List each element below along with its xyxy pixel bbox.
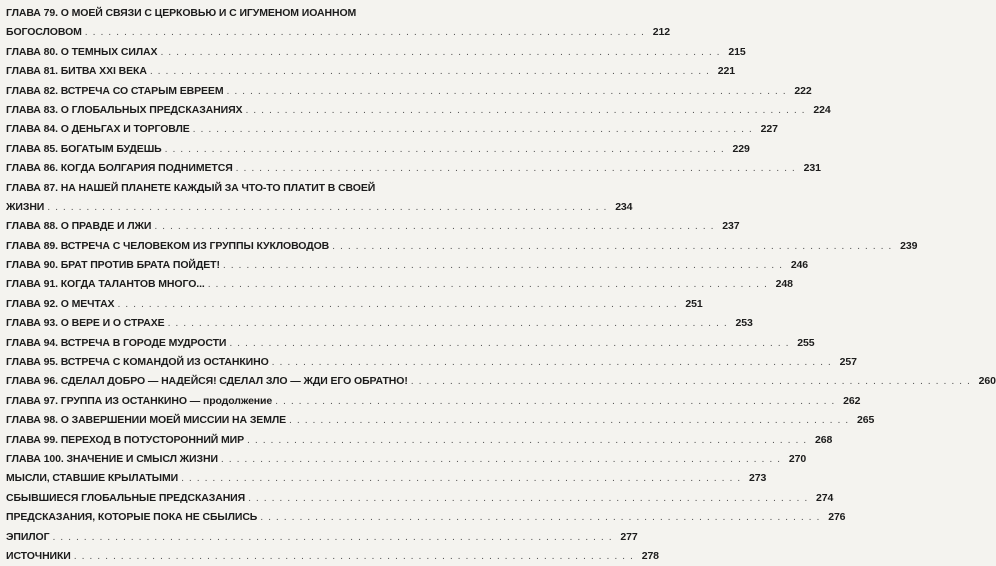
toc-entry-page-number: 255 — [797, 336, 815, 349]
dot-leader — [154, 217, 714, 236]
dot-leader — [275, 392, 835, 411]
toc-entry — [6, 23, 670, 42]
dot-leader — [229, 334, 789, 353]
toc-entry-page-number: 227 — [760, 123, 778, 136]
toc-entry-title: ГЛАВА 88. О ПРАВДЕ И ЛЖИ — [6, 220, 152, 233]
toc-entry-title: ГЛАВА 92. О МЕЧТАХ — [6, 297, 115, 310]
table-of-contents — [6, 4, 996, 566]
dot-leader — [52, 528, 612, 547]
toc-entry — [6, 508, 846, 527]
toc-entry-title: ГЛАВА 82. ВСТРЕЧА СО СТАРЫМ ЕВРЕЕМ — [6, 84, 224, 97]
toc-entry — [6, 140, 750, 159]
dot-leader — [165, 140, 725, 159]
dot-leader — [411, 372, 971, 391]
toc-entry-title: ГЛАВА 80. О ТЕМНЫХ СИЛАХ — [6, 45, 158, 58]
dot-leader — [85, 23, 645, 42]
toc-entry-page-number: 257 — [839, 356, 857, 369]
toc-entry-page-number: 234 — [615, 200, 633, 213]
toc-entry-title: ГЛАВА 96. СДЕЛАЛ ДОБРО — НАДЕЙСЯ! СДЕЛАЛ ЗЛО — ЖДИ ЕГО ОБРАТНО! — [6, 375, 408, 388]
toc-entry-page-number: 260 — [978, 375, 996, 388]
toc-entry-page-number: 270 — [788, 452, 807, 465]
toc-entry — [6, 101, 831, 120]
toc-entry-title: ГЛАВА 86. КОГДА БОЛГАРИЯ ПОДНИМЕТСЯ — [6, 162, 233, 175]
toc-entry — [6, 217, 740, 236]
toc-entry-title: СБЫВШИЕСЯ ГЛОБАЛЬНЫЕ ПРЕДСКАЗАНИЯ — [6, 491, 246, 504]
toc-entry — [6, 547, 659, 566]
toc-entry-title: ГЛАВА 91. КОГДА ТАЛАНТОВ МНОГО... — [6, 278, 205, 291]
toc-entry — [6, 489, 834, 508]
toc-entry-page-number: 224 — [813, 103, 831, 116]
toc-entry-title: БОГОСЛОВОМ — [6, 26, 82, 39]
dot-leader — [208, 275, 768, 294]
toc-entry-title: ГЛАВА 84. О ДЕНЬГАХ И ТОРГОВЛЕ — [6, 123, 190, 136]
toc-entry — [6, 120, 778, 139]
toc-entry-title: ГЛАВА 93. О ВЕРЕ И О СТРАХЕ — [6, 317, 165, 330]
dot-leader — [247, 431, 807, 450]
toc-entry-title: ГЛАВА 90. БРАТ ПРОТИВ БРАТА ПОЙДЕТ! — [6, 259, 220, 272]
dot-leader — [150, 62, 710, 81]
toc-entry — [6, 528, 638, 547]
toc-entry — [6, 334, 815, 353]
dot-leader — [181, 469, 741, 488]
toc-entry-title: ПРЕДСКАЗАНИЯ, КОТОРЫЕ ПОКА НЕ СБЫЛИСЬ — [6, 511, 258, 524]
toc-entry — [6, 392, 861, 411]
toc-entry-page-number: 262 — [843, 394, 861, 407]
dot-leader — [221, 450, 781, 469]
dot-leader — [236, 159, 796, 178]
dot-leader — [74, 547, 634, 566]
dot-leader — [117, 295, 677, 314]
toc-entry — [6, 4, 433, 23]
dot-leader — [272, 353, 832, 372]
toc-entry-page-number: 221 — [717, 65, 735, 78]
toc-entry-title: ГЛАВА 89. ВСТРЕЧА С ЧЕЛОВЕКОМ ИЗ ГРУППЫ КУКЛОВОДОВ — [6, 239, 330, 252]
toc-entry-title: ЖИЗНИ — [6, 200, 45, 213]
toc-entry-page-number: 253 — [735, 317, 753, 330]
toc-entry — [6, 179, 433, 198]
toc-entry-title: ГЛАВА 79. О МОЕЙ СВЯЗИ С ЦЕРКОВЬЮ И С ИГУМЕНОМ ИОАННОМ — [6, 7, 357, 19]
dot-leader — [226, 82, 786, 101]
toc-entry-page-number: 274 — [816, 491, 834, 504]
dot-leader — [47, 198, 607, 217]
toc-entry-title: ГЛАВА 98. О ЗАВЕРШЕНИИ МОЕЙ МИССИИ НА ЗЕМЛЕ — [6, 414, 287, 427]
toc-entry-page-number: 231 — [803, 162, 821, 175]
dot-leader — [168, 314, 728, 333]
toc-entry — [6, 411, 875, 430]
toc-entry — [6, 450, 807, 469]
toc-entry-title: ЭПИЛОГ — [6, 530, 50, 543]
toc-entry-page-number: 239 — [900, 239, 918, 252]
toc-entry-page-number: 229 — [732, 142, 750, 155]
toc-entry — [6, 256, 809, 275]
toc-entry-page-number: 215 — [728, 45, 746, 58]
toc-entry — [6, 314, 753, 333]
toc-entry-page-number: 268 — [814, 433, 833, 446]
toc-entry-title: ГЛАВА 95. ВСТРЕЧА С КОМАНДОЙ ИЗ ОСТАНКИНО — [6, 356, 269, 369]
toc-entry-page-number: 212 — [652, 26, 670, 39]
dot-leader — [289, 411, 849, 430]
dot-leader — [248, 489, 808, 508]
toc-entry — [6, 295, 703, 314]
dot-leader — [332, 237, 892, 256]
toc-entry-title: ГЛАВА 83. О ГЛОБАЛЬНЫХ ПРЕДСКАЗАНИЯХ — [6, 103, 243, 116]
dot-leader — [260, 508, 820, 527]
toc-entry — [6, 431, 833, 450]
toc-entry — [6, 275, 793, 294]
toc-entry-title: МЫСЛИ, СТАВШИЕ КРЫЛАТЫМИ — [6, 472, 179, 485]
toc-entry — [6, 159, 821, 178]
toc-entry-title: ГЛАВА 87. НА НАШЕЙ ПЛАНЕТЕ КАЖДЫЙ ЗА ЧТО-ТО ПЛАТИТ В СВОЕЙ — [6, 181, 376, 194]
dot-leader — [193, 120, 753, 139]
toc-entry — [6, 469, 767, 488]
toc-entry-title: ГЛАВА 94. ВСТРЕЧА В ГОРОДЕ МУДРОСТИ — [6, 336, 227, 349]
toc-entry — [6, 353, 857, 372]
toc-entry-page-number: 222 — [794, 84, 812, 97]
toc-entry-title: ГЛАВА 81. БИТВА XXI ВЕКА — [6, 65, 147, 78]
toc-entry-title: ГЛАВА 100. ЗНАЧЕНИЕ И СМЫСЛ ЖИЗНИ — [6, 452, 218, 465]
toc-entry-title: ИСТОЧНИКИ — [6, 549, 71, 562]
dot-leader — [160, 43, 720, 62]
toc-entry-page-number: 276 — [828, 511, 846, 524]
toc-entry-page-number: 278 — [641, 549, 659, 562]
toc-entry-page-number: 273 — [749, 472, 767, 485]
toc-entry — [6, 372, 996, 391]
toc-entry-title: ГЛАВА 97. ГРУППА ИЗ ОСТАНКИНО — продолжение — [6, 394, 273, 407]
toc-entry-page-number: 237 — [722, 220, 740, 233]
toc-entry — [6, 82, 812, 101]
toc-entry — [6, 237, 918, 256]
toc-entry-title: ГЛАВА 85. БОГАТЫМ БУДЕШЬ — [6, 142, 162, 155]
toc-entry-page-number: 248 — [775, 278, 793, 291]
dot-leader — [245, 101, 805, 120]
toc-entry-page-number: 246 — [790, 259, 809, 272]
toc-entry-page-number: 251 — [685, 297, 703, 310]
toc-entry — [6, 62, 735, 81]
toc-entry-page-number: 265 — [856, 414, 875, 427]
toc-entry-page-number: 277 — [620, 530, 638, 543]
toc-entry — [6, 198, 633, 217]
dot-leader — [223, 256, 783, 275]
toc-entry — [6, 43, 746, 62]
toc-entry-title: ГЛАВА 99. ПЕРЕХОД В ПОТУСТОРОННИЙ МИР — [6, 433, 245, 446]
